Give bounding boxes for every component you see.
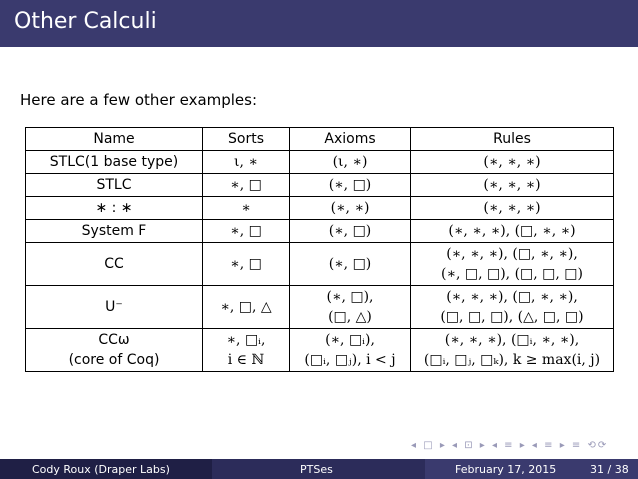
- cell-name-line: STLC: [96, 177, 132, 193]
- cell-rules: [411, 243, 614, 286]
- table-row: [26, 286, 614, 329]
- cell-axioms: [290, 197, 411, 220]
- slide-title: Other Calculi: [14, 9, 157, 34]
- cell-axioms-line: (∗, □ᵢ),: [325, 332, 375, 348]
- header-axioms: Axioms: [290, 128, 411, 151]
- cell-name-line: System F: [81, 223, 147, 239]
- cell-rules-line: (□, □, □), (△, □, □): [440, 309, 584, 325]
- cell-axioms: [290, 243, 411, 286]
- cell-sorts-line: ∗, □: [230, 256, 262, 272]
- footer-date: February 17, 2015: [455, 463, 557, 476]
- cell-sorts: [203, 286, 290, 329]
- cell-sorts-line: ∗, □, △: [220, 299, 272, 315]
- table-header-row: [26, 128, 614, 151]
- cell-name-line: (core of Coq): [68, 352, 160, 368]
- cell-name-line: ∗ : ∗: [95, 200, 133, 216]
- table-body: [26, 151, 614, 372]
- cell-sorts-line: ι, ∗: [234, 154, 258, 170]
- cell-axioms-line: (∗, ∗): [330, 200, 370, 216]
- cell-rules-line: (∗, ∗, ∗), (□ᵢ, ∗, ∗),: [444, 332, 580, 348]
- table-row: [26, 151, 614, 174]
- cell-rules-line: (∗, ∗, ∗), (□, ∗, ∗),: [446, 289, 578, 305]
- cell-name-line: STLC(1 base type): [49, 154, 179, 170]
- table-row: [26, 174, 614, 197]
- table-row: [26, 220, 614, 243]
- cell-name-line: CC: [104, 256, 124, 272]
- cell-axioms: [290, 220, 411, 243]
- cell-rules: [411, 174, 614, 197]
- cell-name: [26, 197, 203, 220]
- cell-axioms-line: (ι, ∗): [332, 154, 368, 170]
- cell-rules-line: (∗, ∗, ∗), (□, ∗, ∗): [448, 223, 576, 239]
- cell-sorts-line: ∗, □: [230, 223, 262, 239]
- cell-name: [26, 174, 203, 197]
- cell-name: [26, 329, 203, 372]
- cell-axioms: [290, 151, 411, 174]
- cell-rules-line: (∗, ∗, ∗): [483, 200, 541, 216]
- footer-bar: [0, 459, 638, 479]
- cell-sorts-line: ∗: [241, 200, 251, 216]
- footer-title-section: [212, 459, 425, 479]
- footer-author-section: [0, 459, 212, 479]
- cell-axioms: [290, 174, 411, 197]
- cell-rules-line: (∗, □, □), (□, □, □): [440, 266, 583, 282]
- cell-sorts: [203, 174, 290, 197]
- cell-name-line: CCω: [98, 332, 130, 348]
- cell-name: [26, 220, 203, 243]
- table-row: [26, 329, 614, 372]
- cell-sorts-line: ∗, □ᵢ,: [226, 332, 266, 348]
- footer-date-section: [425, 459, 638, 479]
- footer-author: Cody Roux (Draper Labs): [32, 463, 170, 476]
- cell-name-line: U⁻: [105, 299, 123, 315]
- cell-sorts: [203, 151, 290, 174]
- cell-rules-line: (□ᵢ, □ⱼ, □ₖ), k ≥ max(i, j): [423, 352, 601, 368]
- title-bar: [0, 0, 638, 47]
- cell-sorts-line: ∗, □: [230, 177, 262, 193]
- cell-rules: [411, 151, 614, 174]
- cell-rules: [411, 197, 614, 220]
- cell-rules: [411, 329, 614, 372]
- footer-short-title: PTSes: [300, 463, 333, 476]
- cell-sorts-line: i ∈ ℕ: [227, 352, 265, 368]
- beamer-navigation-icons[interactable]: ◂ □ ▸ ◂ ⊡ ▸ ◂ ≡ ▸ ◂ ≡ ▸ ≡ ⟲⟳: [411, 440, 609, 451]
- cell-name: [26, 243, 203, 286]
- cell-axioms-line: (□, △): [328, 309, 372, 325]
- cell-axioms-line: (∗, □),: [326, 289, 374, 305]
- cell-sorts: [203, 197, 290, 220]
- cell-rules-line: (∗, ∗, ∗): [483, 177, 541, 193]
- cell-sorts: [203, 220, 290, 243]
- cell-name: [26, 151, 203, 174]
- cell-axioms-line: (□ᵢ, □ⱼ), i < j: [304, 352, 396, 368]
- cell-axioms-line: (∗, □): [328, 256, 372, 272]
- header-rules: Rules: [411, 128, 614, 151]
- cell-sorts: [203, 329, 290, 372]
- cell-name: [26, 286, 203, 329]
- cell-axioms: [290, 329, 411, 372]
- cell-rules: [411, 220, 614, 243]
- cell-rules: [411, 286, 614, 329]
- table-row: [26, 197, 614, 220]
- intro-text: Here are a few other examples:: [20, 91, 258, 109]
- header-name: Name: [26, 128, 203, 151]
- footer-page-number: 31 / 38: [590, 463, 629, 476]
- header-sorts: Sorts: [203, 128, 290, 151]
- table-row: [26, 243, 614, 286]
- cell-axioms-line: (∗, □): [328, 223, 372, 239]
- cell-axioms-line: (∗, □): [328, 177, 372, 193]
- cell-sorts: [203, 243, 290, 286]
- cell-rules-line: (∗, ∗, ∗): [483, 154, 541, 170]
- cell-axioms: [290, 286, 411, 329]
- cell-rules-line: (∗, ∗, ∗), (□, ∗, ∗),: [446, 246, 578, 262]
- calculi-table: [25, 127, 614, 372]
